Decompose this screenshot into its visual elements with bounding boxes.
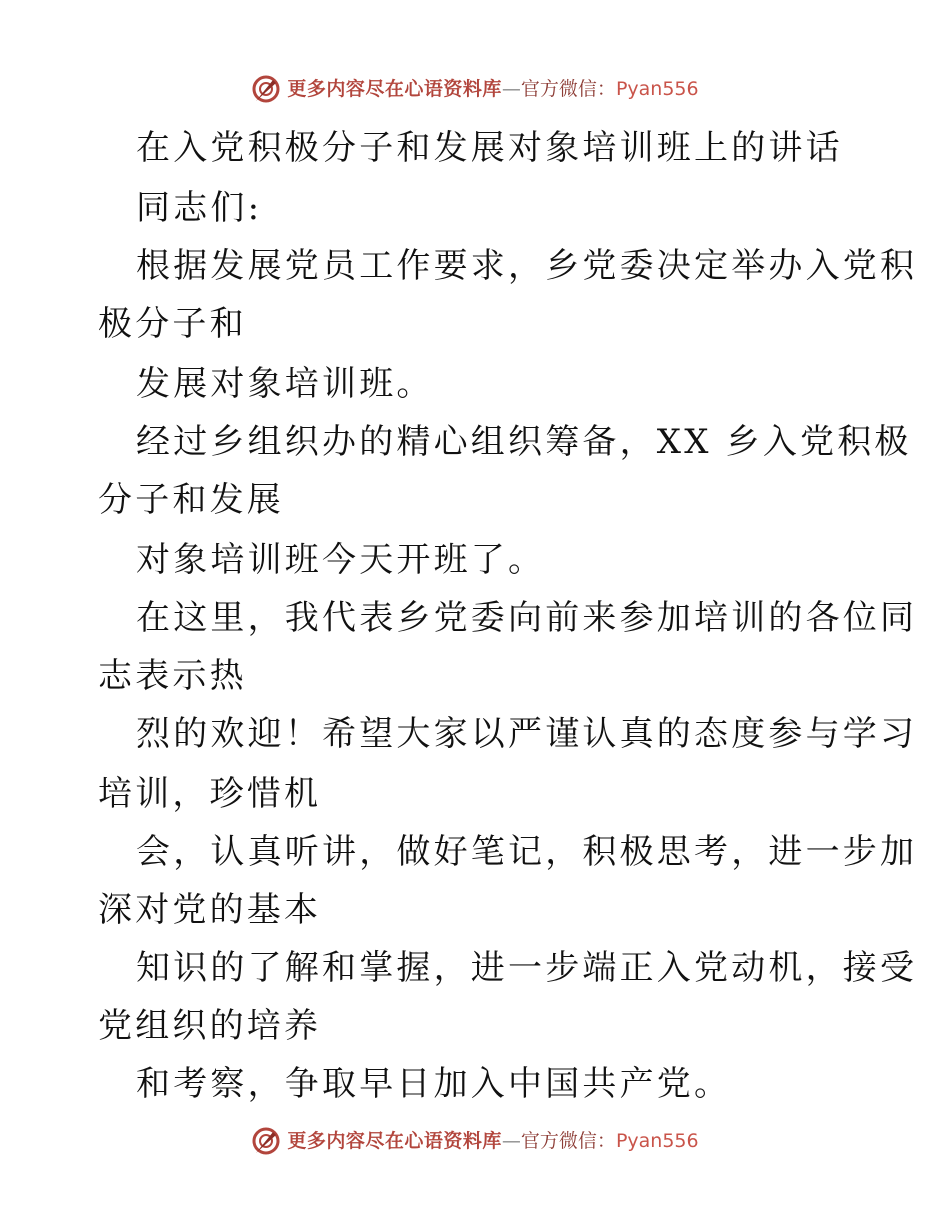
watermark-wechat-id: Pyan556: [615, 78, 699, 100]
salutation: 同志们:: [136, 188, 263, 228]
paragraph-line: 发展对象培训班。: [136, 364, 434, 404]
document-title: 在入党积极分子和发展对象培训班上的讲话: [136, 128, 843, 168]
watermark-dash: —: [501, 78, 521, 100]
watermark-brand: 更多内容尽在心语资料库: [287, 78, 502, 100]
paragraph-line: 培训，珍惜机: [98, 774, 322, 814]
quill-circle-icon: [251, 1126, 281, 1156]
paragraph-line: 极分子和: [98, 304, 247, 344]
paragraph-line: 分子和发展: [98, 480, 284, 520]
watermark-wechat-id: Pyan556: [615, 1130, 699, 1152]
paragraph-line: 和考察，争取早日加入中国共产党。: [136, 1064, 732, 1104]
paragraph-line: 深对党的基本: [98, 890, 322, 930]
watermark-brand: 更多内容尽在心语资料库: [287, 1130, 502, 1152]
footer-watermark: [0, 1126, 950, 1156]
paragraph-line: 经过乡组织办的精心组织筹备，XX 乡入党积极: [136, 422, 912, 462]
paragraph-line: 根据发展党员工作要求，乡党委决定举办入党积: [136, 246, 918, 286]
paragraph-line: 对象培训班今天开班了。: [136, 540, 546, 580]
watermark-label: 官方微信：: [520, 78, 616, 100]
paragraph-line: 烈的欢迎！希望大家以严谨认真的态度参与学习: [136, 714, 918, 754]
paragraph-line: 会，认真听讲，做好笔记，积极思考，进一步加: [136, 832, 918, 872]
watermark-label: 官方微信：: [520, 1130, 616, 1152]
paragraph-line: 党组织的培养: [98, 1006, 322, 1046]
paragraph-line: 志表示热: [98, 656, 247, 696]
paragraph-line: 知识的了解和掌握，进一步端正入党动机，接受: [136, 948, 918, 988]
watermark-dash: —: [501, 1130, 521, 1152]
paragraph-line: 在这里，我代表乡党委向前来参加培训的各位同: [136, 598, 918, 638]
